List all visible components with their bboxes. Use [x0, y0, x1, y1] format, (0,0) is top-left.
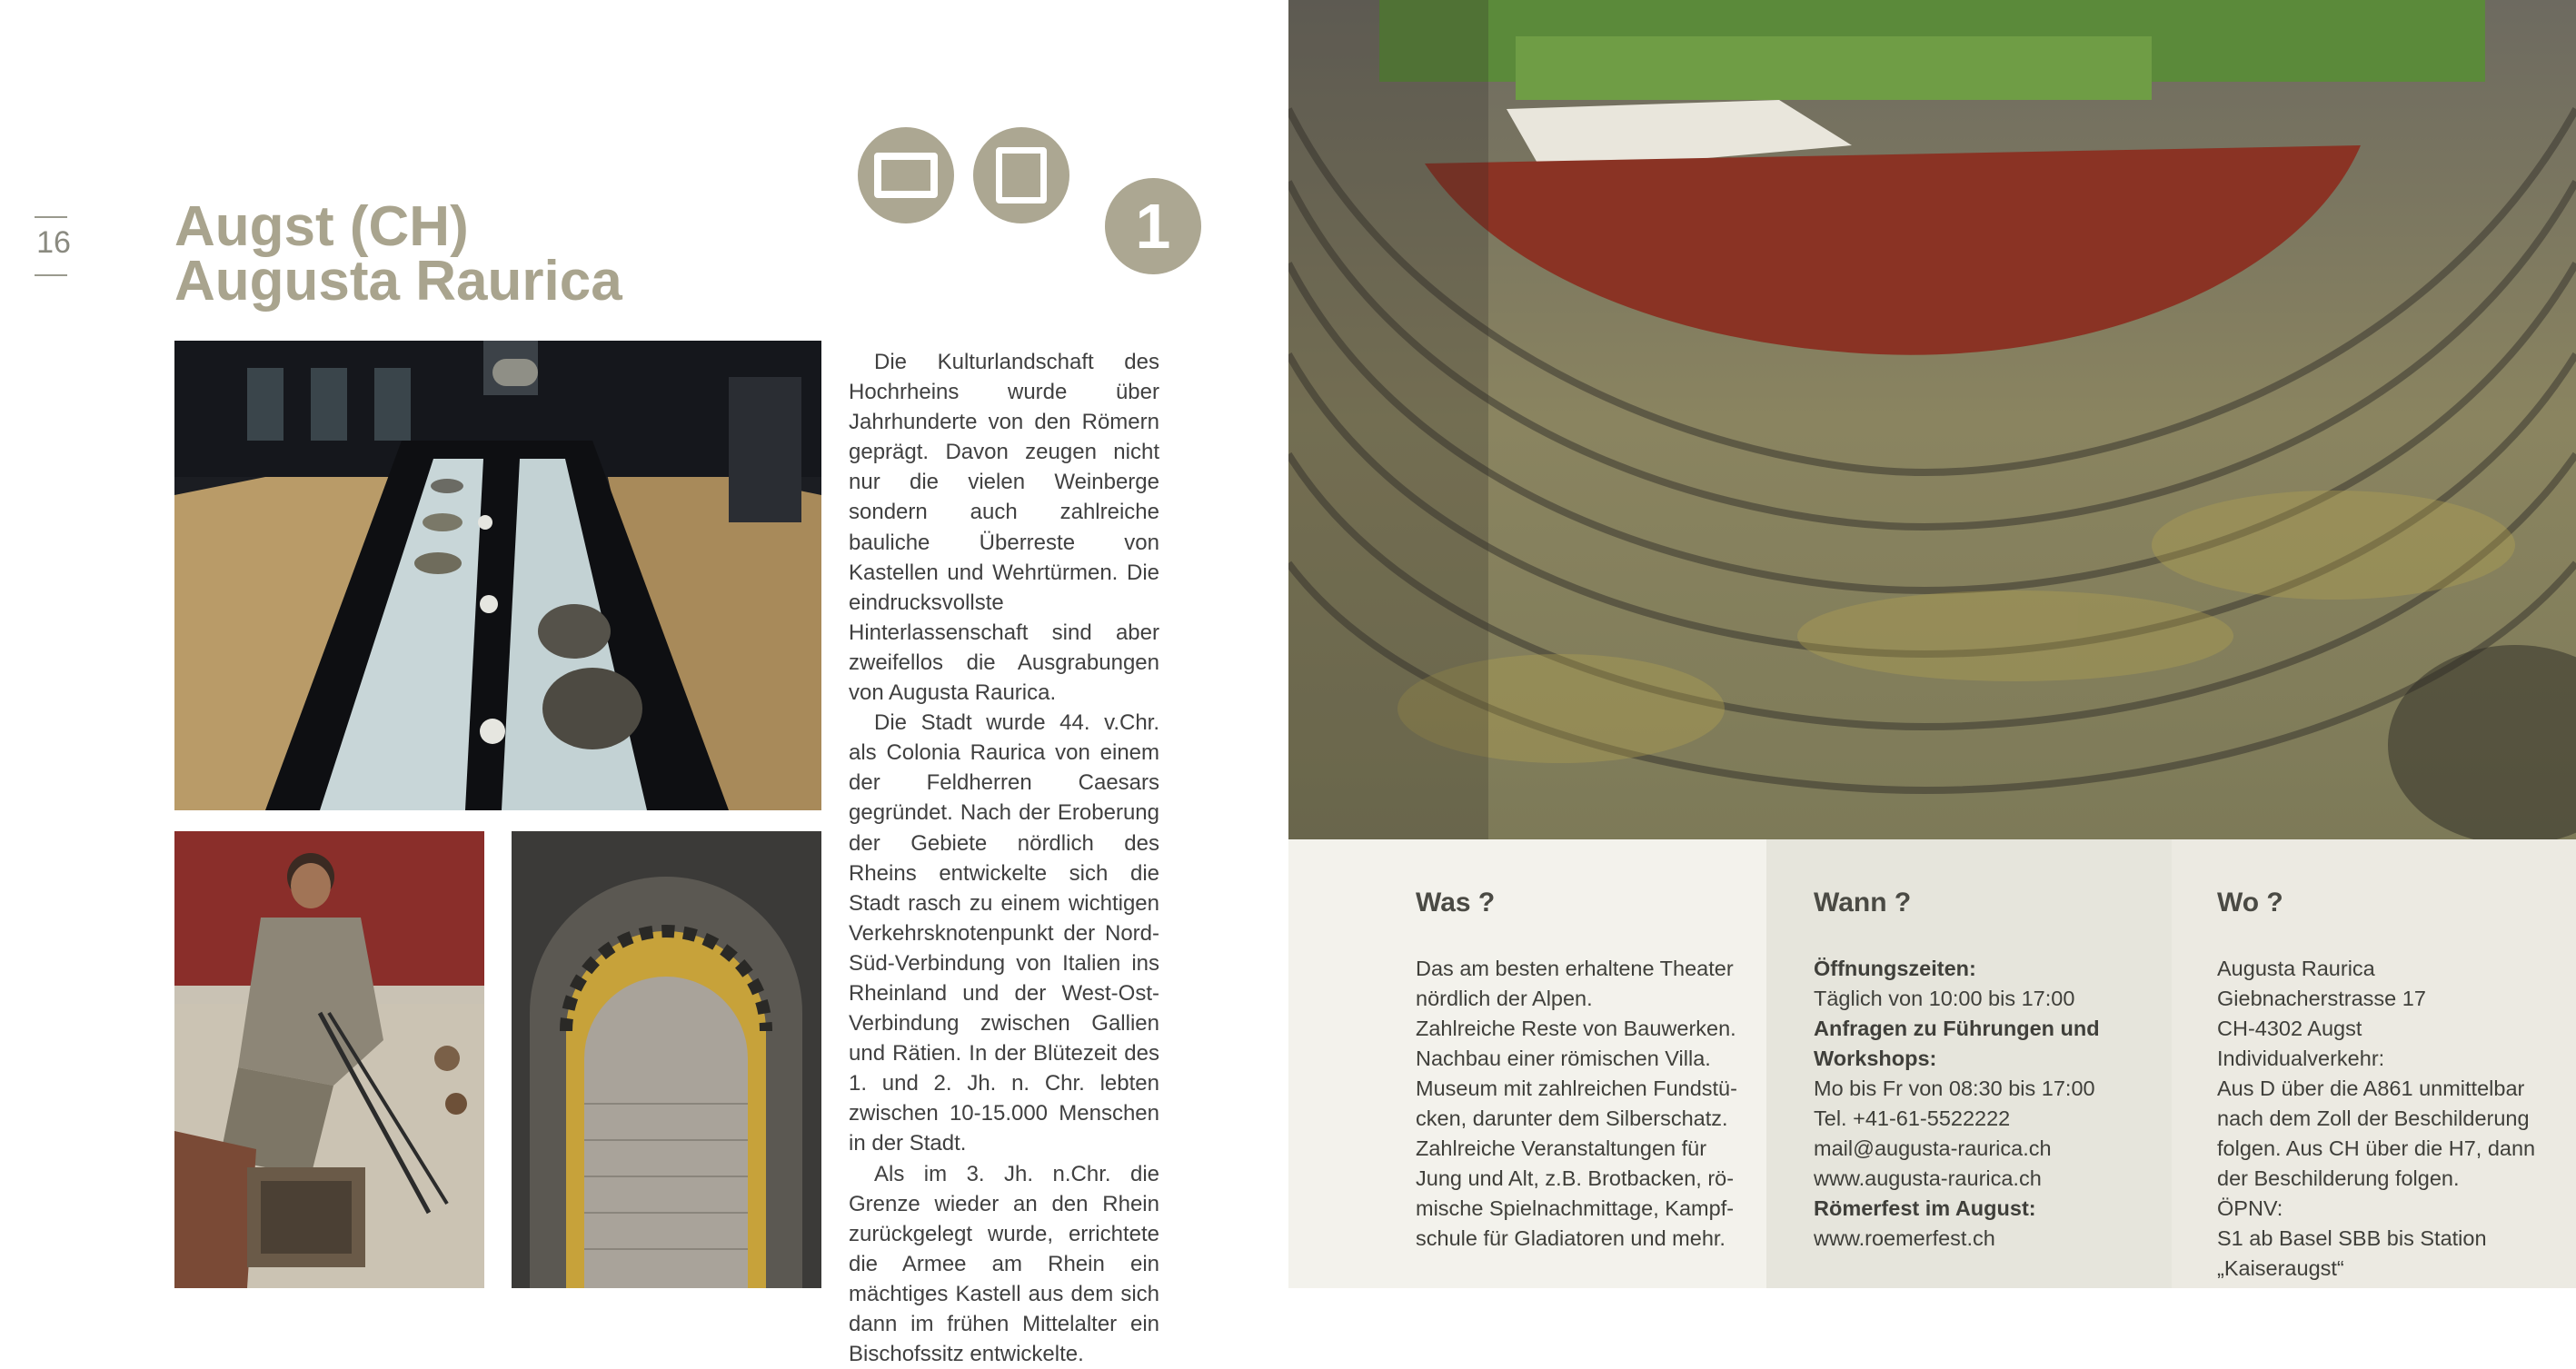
wo-line: S1 ab Basel SBB bis Station [2217, 1226, 2487, 1250]
was-line: nördlich der Alpen. [1416, 987, 1593, 1010]
landscape-format-icon [858, 127, 954, 223]
article-body [849, 347, 1159, 1369]
wo-line: Augusta Raurica [2217, 957, 2375, 980]
was-heading: Was ? [1416, 888, 1496, 918]
tours-hours: Mo bis Fr von 08:30 bis 17:00 [1814, 1076, 2095, 1100]
roman-arch-photo [512, 831, 821, 1288]
opening-hours-value: Täglich von 10:00 bis 17:00 [1814, 987, 2075, 1010]
portrait-format-icon [973, 127, 1069, 223]
wo-line: nach dem Zoll der Beschilderung [2217, 1106, 2530, 1130]
page-number: 16 [36, 225, 71, 260]
info-panel-wann [1766, 839, 2172, 1288]
number-badge: 1 [1105, 178, 1201, 274]
info-panel-was [1288, 839, 1766, 1288]
paragraph-2: Die Stadt wurde 44. v.Chr. als Colonia Raurica von einem der Feldherren Caesars gegründet. Nach der Eroberung der Gebiete nördlich des Rheins entwickelte sich die Stadt rasch zu einem wichtigen Verkehrsknotenpunkt der Nord-Süd-Verbindung von Italien ins Rheinland und der West-Ost-Verbindung zwischen Gallien und Rätien. In der Blütezeit des 1. und 2. Jh. n. Chr. lebten zwischen 10-15.000 Menschen in der Stadt. [849, 710, 1159, 1156]
was-line: Das am besten erhaltene Theater [1416, 957, 1734, 980]
wo-line: Aus D über die A861 unmittelbar [2217, 1076, 2525, 1100]
was-line: Jung und Alt, z.B. Brotbacken, rö- [1416, 1166, 1735, 1190]
was-line: Zahlreiche Reste von Bauwerken. [1416, 1017, 1736, 1040]
wann-text [1814, 954, 2159, 1254]
roemerfest-label: Römerfest im August: [1814, 1196, 2036, 1220]
page-number-rule-top [35, 216, 67, 218]
museum-showcase-photo [174, 341, 821, 810]
wo-line: CH-4302 Augst [2217, 1017, 2362, 1040]
wo-line: der Beschilderung folgen. [2217, 1166, 2460, 1190]
wann-heading: Wann ? [1814, 888, 1912, 918]
roman-craftsman-photo [174, 831, 484, 1288]
phone: Tel. +41-61-5522222 [1814, 1106, 2011, 1130]
paragraph-1: Die Kulturlandschaft des Hochrheins wurde über Jahrhunderte von den Römern geprägt. Davon zeugen nicht nur die vielen Weinberge sondern auch zahlreiche bauliche Überreste von Kastellen und Wehrtürmen. Die eindrucksvollste Hinterlassenschaft sind aber zweifellos die Ausgrabungen von Augusta Raurica. [849, 350, 1159, 706]
was-line: Zahlreiche Veranstaltungen für [1416, 1136, 1707, 1160]
opening-hours-label: Öffnungszeiten: [1814, 957, 1976, 980]
roemerfest-link[interactable]: www.roemerfest.ch [1814, 1226, 1995, 1250]
info-panel-wo [2172, 839, 2576, 1288]
title-line-1: Augst (CH) [174, 195, 469, 258]
tours-label-line-1: Anfragen zu Führungen und [1814, 1017, 2100, 1040]
was-line: Museum mit zahlreichen Fundstü- [1416, 1076, 1737, 1100]
page-number-rule-bottom [35, 274, 67, 276]
page-title [174, 195, 622, 312]
wo-line: „Kaiseraugst“ [2217, 1256, 2344, 1280]
roman-theatre-photo [1288, 0, 2576, 839]
wo-line: ÖPNV: [2217, 1196, 2283, 1220]
was-text [1416, 954, 1743, 1254]
was-line: cken, darunter dem Silberschatz. [1416, 1106, 1728, 1130]
wo-text [2217, 954, 2567, 1284]
was-line: schule für Gladiatoren und mehr. [1416, 1226, 1726, 1250]
was-line: Nachbau einer römischen Villa. [1416, 1047, 1711, 1070]
tours-label-line-2: Workshops: [1814, 1047, 1937, 1070]
website-link[interactable]: www.augusta-raurica.ch [1814, 1166, 2042, 1190]
paragraph-3: Als im 3. Jh. n.Chr. die Grenze wieder an den Rhein zurückgelegt wurde, errichtete die Armee am Rhein ein mächtiges Kastell aus dem sich dann im frühen Mittelalter ein Bischofssitz entwickelte. [849, 1161, 1159, 1367]
wo-line: Individualverkehr: [2217, 1047, 2385, 1070]
wo-line: Giebnacherstrasse 17 [2217, 987, 2426, 1010]
wo-line: folgen. Aus CH über die H7, dann [2217, 1136, 2536, 1160]
title-line-2: Augusta Raurica [174, 250, 622, 312]
wo-heading: Wo ? [2217, 888, 2283, 918]
was-line: mische Spielnachmittage, Kampf- [1416, 1196, 1735, 1220]
email-link[interactable]: mail@augusta-raurica.ch [1814, 1136, 2052, 1160]
